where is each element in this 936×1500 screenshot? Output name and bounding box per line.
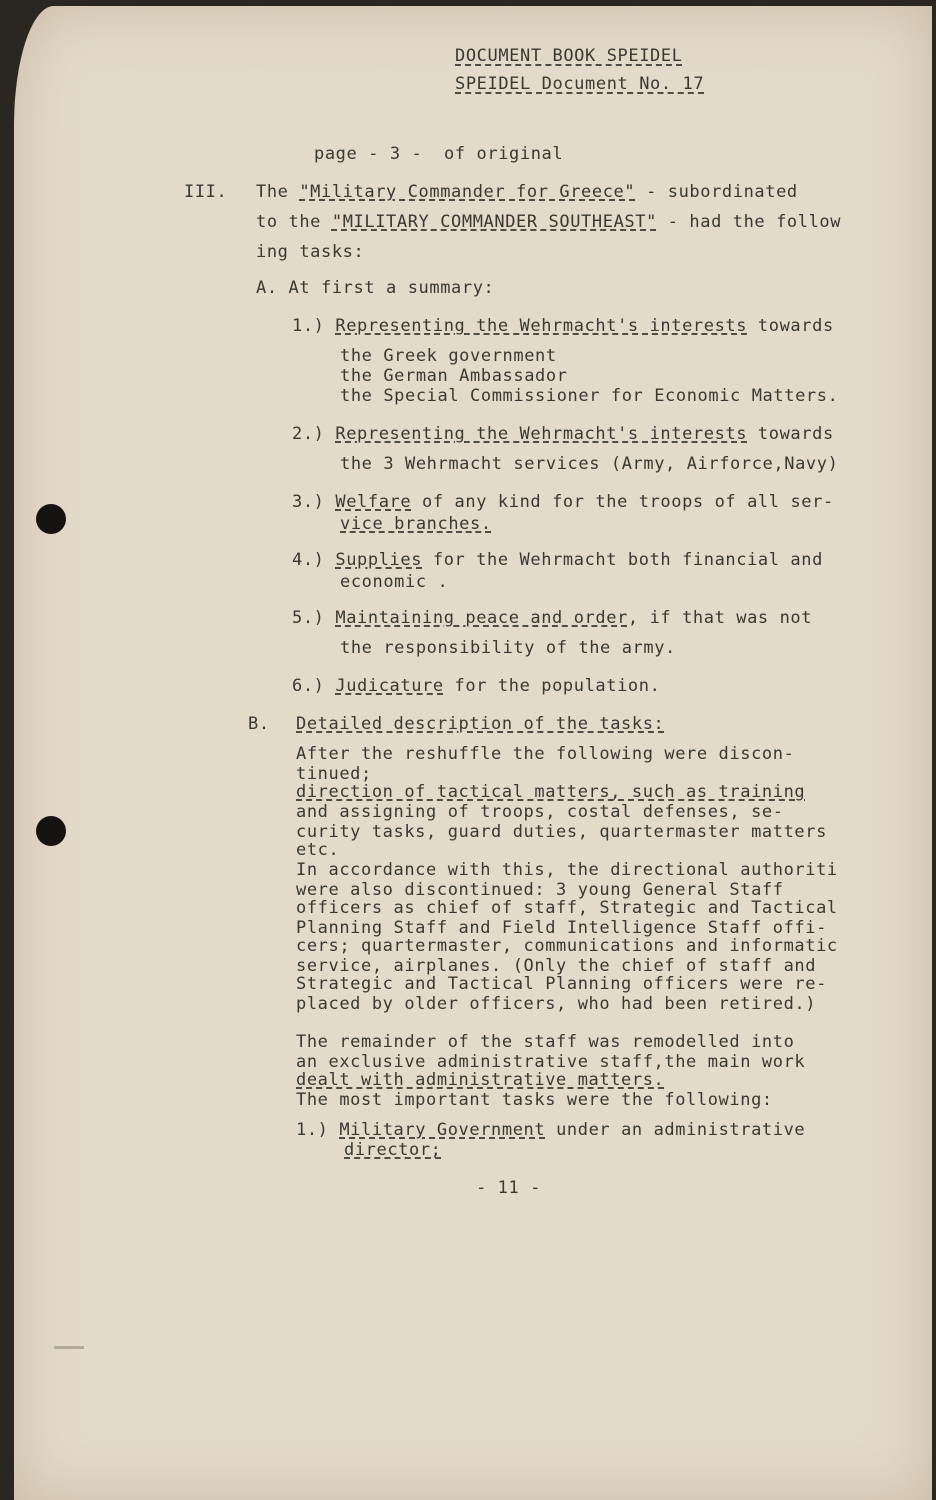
summary-item-1-sub: the German Ambassador <box>340 366 568 386</box>
summary-item-1-sub: the Special Commissioner for Economic Matters. <box>340 386 839 406</box>
part-b-letter: B. <box>248 714 270 734</box>
summary-item-5-cont: the responsibility of the army. <box>340 638 676 658</box>
part-b-para1-line: curity tasks, guard duties, quartermaster matters <box>296 822 827 842</box>
part-b-para2-line: Planning Staff and Field Intelligence Staff offi- <box>296 918 827 938</box>
task-item-1-cont: director; <box>344 1140 442 1160</box>
summary-item-1-sub: the Greek government <box>340 346 557 366</box>
part-b-para2-line: cers; quartermaster, communications and informatic <box>296 936 838 956</box>
page-reference: page - 3 - of original <box>314 144 564 164</box>
part-b-para2-line: placed by older officers, who had been retired.) <box>296 994 817 1014</box>
part-b-para1-line: etc. <box>296 840 340 860</box>
part-b-para1-line: and assigning of troops, costal defenses, se- <box>296 802 784 822</box>
summary-item-1: 1.) Representing the Wehrmacht's interests towards <box>292 316 834 336</box>
part-b-para2-line: service, airplanes. (Only the chief of staff and <box>296 956 817 976</box>
summary-item-6: 6.) Judicature for the population. <box>292 676 661 696</box>
section3-line-1: The "Military Commander for Greece" - subordinated <box>256 182 798 202</box>
section-numeral: III. <box>184 182 228 202</box>
part-b-para3-line: The remainder of the staff was remodelled into <box>296 1032 795 1052</box>
summary-item-2: 2.) Representing the Wehrmacht's interests towards <box>292 424 834 444</box>
section3-line-2: to the "MILITARY COMMANDER SOUTHEAST" - had the follow <box>256 212 842 232</box>
part-b-para1-line: After the reshuffle the following were discon- <box>296 744 795 764</box>
part-b-para2-line: Strategic and Tactical Planning officers were re- <box>296 974 827 994</box>
part-b-heading: Detailed description of the tasks: <box>296 714 665 734</box>
part-b-para2-line: In accordance with this, the directional authoriti <box>296 860 838 880</box>
summary-item-5: 5.) Maintaining peace and order, if that was not <box>292 608 813 628</box>
task-item-1: 1.) Military Government under an administrative <box>296 1120 806 1140</box>
summary-item-3-cont: vice branches. <box>340 514 492 534</box>
part-b-para1-line: direction of tactical matters, such as training <box>296 782 806 802</box>
document-page <box>14 6 932 1500</box>
margin-mark <box>54 1346 84 1349</box>
part-b-para3-line: an exclusive administrative staff,the main work <box>296 1052 806 1072</box>
section3-line-3: ing tasks: <box>256 242 365 262</box>
summary-item-2-sub: the 3 Wehrmacht services (Army, Airforce,Navy) <box>340 454 839 474</box>
part-b-para3-line: dealt with administrative matters. <box>296 1070 665 1090</box>
part-b-para3-line: The most important tasks were the following: <box>296 1090 773 1110</box>
part-b-para1-line: tinued; <box>296 764 372 784</box>
header-line-1: DOCUMENT BOOK SPEIDEL <box>455 46 683 66</box>
part-b-para2-line: were also discontinued: 3 young General Staff <box>296 880 784 900</box>
summary-item-4: 4.) Supplies for the Wehrmacht both financial and <box>292 550 823 570</box>
punch-hole <box>36 504 66 534</box>
header-line-2: SPEIDEL Document No. 17 <box>455 74 705 94</box>
punch-hole <box>36 816 66 846</box>
summary-item-4-cont: economic . <box>340 572 449 592</box>
summary-item-3: 3.) Welfare of any kind for the troops of all ser- <box>292 492 834 512</box>
page-number: - 11 - <box>476 1178 542 1198</box>
part-b-para2-line: officers as chief of staff, Strategic and Tactical <box>296 898 838 918</box>
part-a-heading: A. At first a summary: <box>256 278 495 298</box>
